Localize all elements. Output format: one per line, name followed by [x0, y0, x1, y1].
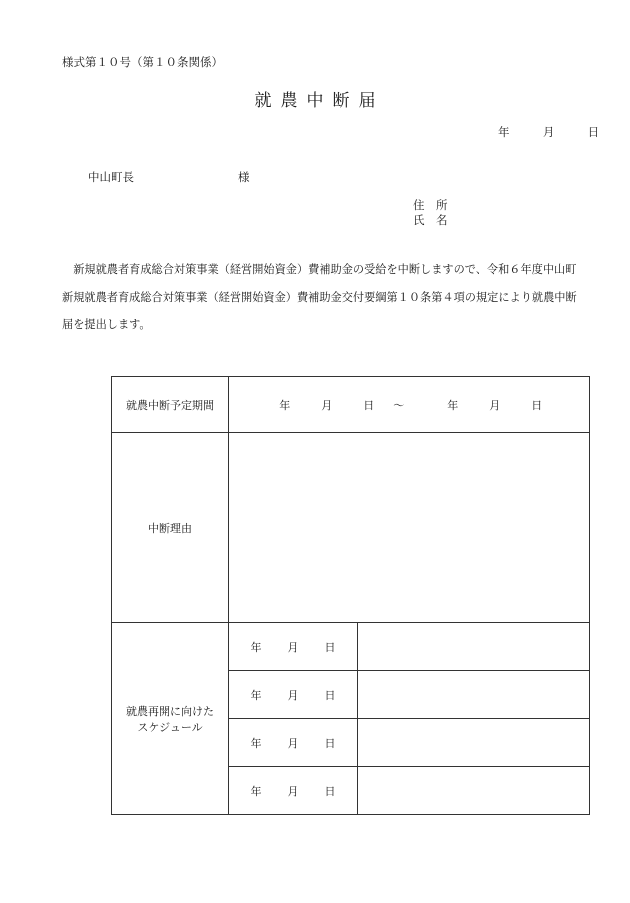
period-year2: 年	[447, 398, 459, 412]
schedule-label	[112, 623, 229, 815]
document-title: 就農中断届	[254, 91, 385, 111]
schedule-row	[112, 623, 590, 671]
reason-input[interactable]	[229, 433, 590, 623]
addressee-honorific: 様	[238, 170, 250, 184]
schedule-date[interactable]	[229, 719, 358, 767]
interruption-form-table	[111, 376, 590, 815]
schedule-month: 月	[287, 640, 299, 654]
schedule-date[interactable]	[229, 623, 358, 671]
schedule-label-line2: スケジュール	[137, 720, 203, 734]
schedule-content[interactable]	[358, 719, 590, 767]
schedule-year: 年	[250, 784, 262, 798]
schedule-day: 日	[324, 688, 336, 702]
period-row	[112, 377, 590, 433]
schedule-day: 日	[324, 784, 336, 798]
schedule-day: 日	[324, 736, 336, 750]
reason-label: 中断理由	[112, 433, 229, 623]
period-day2: 日	[531, 398, 543, 412]
schedule-month: 月	[287, 688, 299, 702]
body-paragraph: 新規就農者育成総合対策事業（経営開始資金）費補助金の受給を中断しますので、令和６年度中山町新規就農者育成総合対策事業（経営開始資金）費補助金交付要綱第１０条第４項の規定により就農中断届を提出します。	[62, 263, 577, 331]
schedule-label-line1: 就農再開に向けた	[126, 704, 214, 718]
reason-row	[112, 433, 590, 623]
date-year-label: 年	[498, 125, 510, 139]
schedule-day: 日	[324, 640, 336, 654]
schedule-year: 年	[250, 640, 262, 654]
schedule-year: 年	[250, 688, 262, 702]
schedule-year: 年	[250, 736, 262, 750]
schedule-date[interactable]	[229, 767, 358, 815]
period-year1: 年	[279, 398, 291, 412]
period-tilde: ～	[393, 398, 405, 412]
schedule-content[interactable]	[358, 767, 590, 815]
schedule-date[interactable]	[229, 671, 358, 719]
period-month1: 月	[321, 398, 333, 412]
applicant-address-label: 住 所	[413, 198, 448, 212]
period-input[interactable]	[229, 377, 590, 433]
period-day1: 日	[363, 398, 375, 412]
applicant-name-label: 氏 名	[413, 213, 448, 227]
period-label: 就農中断予定期間	[112, 377, 229, 433]
schedule-month: 月	[287, 784, 299, 798]
schedule-content[interactable]	[358, 671, 590, 719]
date-day-label: 日	[587, 125, 600, 139]
period-month2: 月	[489, 398, 501, 412]
addressee	[88, 169, 250, 185]
schedule-content[interactable]	[358, 623, 590, 671]
addressee-name: 中山町長	[88, 170, 134, 184]
submission-date	[498, 124, 599, 140]
form-number: 様式第１０号（第１０条関係）	[62, 55, 223, 69]
schedule-month: 月	[287, 736, 299, 750]
date-month-label: 月	[542, 125, 555, 139]
